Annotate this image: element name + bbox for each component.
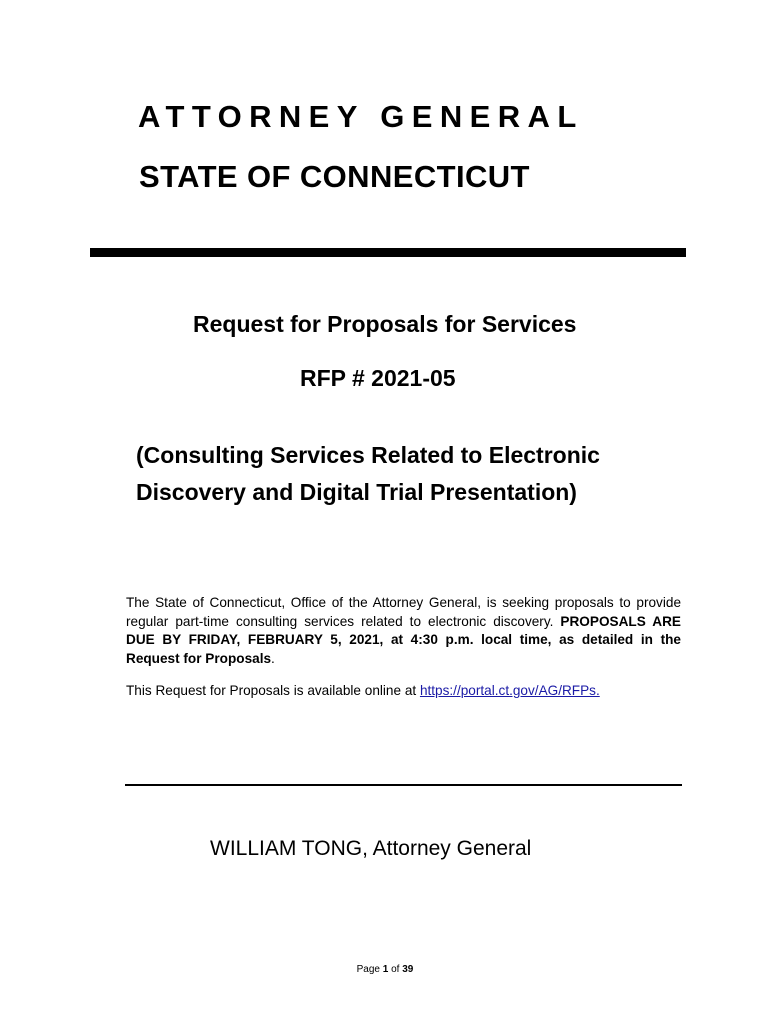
availability-paragraph [126, 682, 600, 700]
intro-text: The State of Connecticut, Office of the Attorney General, is seeking proposals to provide regular part-time consulting services related to electronic discovery. [126, 595, 681, 629]
page-of-label: of [388, 964, 403, 975]
rfp-description [136, 437, 600, 511]
page-total: 39 [402, 964, 414, 975]
attorney-general-signature: WILLIAM TONG, Attorney General [210, 837, 532, 860]
intro-paragraph [126, 594, 681, 668]
rfp-number: RFP # 2021-05 [300, 365, 456, 391]
agency-title: ATTORNEY GENERAL [138, 99, 584, 134]
header-divider [90, 248, 686, 257]
page-current: 1 [382, 964, 389, 975]
page-footer [0, 964, 770, 976]
due-date-notice: PROPOSALS ARE DUE BY FRIDAY, FEBRUARY 5, 2021, at 4:30 p.m. local time, as detailed in the Request for Proposals [126, 613, 681, 666]
state-title: STATE OF CONNECTICUT [139, 159, 530, 194]
rfp-portal-link[interactable]: https://portal.ct.gov/AG/RFPs. [419, 683, 600, 698]
rfp-description-line: (Consulting Services Related to Electronic [136, 442, 600, 468]
rfp-heading: Request for Proposals for Services [193, 311, 577, 337]
rfp-description-line: Discovery and Digital Trial Presentation) [136, 479, 577, 505]
page-label: Page [356, 964, 383, 975]
signature-divider [125, 784, 682, 786]
due-notice-end: . [271, 650, 275, 666]
availability-text: This Request for Proposals is available online at [126, 683, 420, 698]
